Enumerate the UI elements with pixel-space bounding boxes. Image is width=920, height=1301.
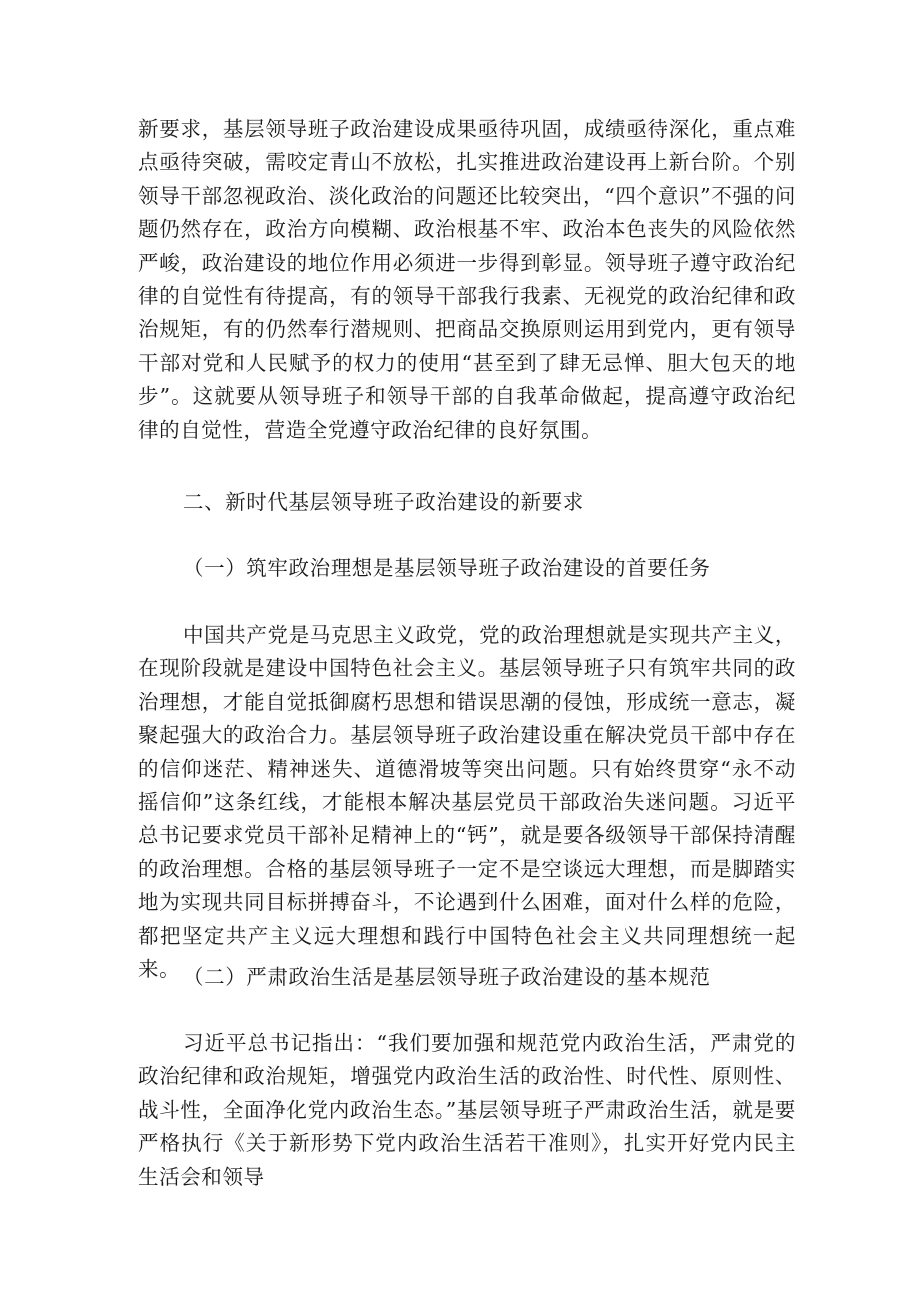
body-paragraph-2: 中国共产党是马克思主义政党，党的政治理想就是实现共产主义，在现阶段就是建设中国特色社会主义。基层领导班子只有筑牢共同的政治理想，才能自觉抵御腐朽思想和错误思潮的侵蚀，形成统一意志，凝聚起强大的政治合力。基层领导班子政治建设重在解决党员干部中存在的信仰迷茫、精神迷失、道德滑坡等突出问题。只有始终贯穿“永不动摇信仰”这条红线，才能根本解决基层党员干部政治失迷问题。习近平总书记要求党员干部补足精神上的“钙”，就是要各级领导干部保持清醒的政治理想。合格的基层领导班子一定不是空谈远大理想，而是脚踏实地为实现共同目标拼搏奋斗，不论遇到什么困难，面对什么样的危险，都把坚定共产主义远大理想和践行中国特色社会主义共同理想统一起来。 xyxy=(138,623,796,982)
subheading-1: （一）筑牢政治理想是基层领导班子政治建设的首要任务 xyxy=(183,556,711,580)
body-paragraph-3: 习近平总书记指出：“我们要加强和规范党内政治生活，严肃党的政治纪律和政治规矩，增强党内政治生活的政治性、时代性、原则性、战斗性，全面净化党内政治生态。”基层领导班子严肃政治生活，就是要严格执行《关于新形势下党内政治生活若干准则》，扎实开好党内民主生活会和领导 xyxy=(138,1031,796,1189)
body-paragraph-1: 新要求，基层领导班子政治建设成果亟待巩固，成绩亟待深化，重点难点亟待突破，需咬定青山不放松，扎实推进政治建设再上新台阶。个别领导干部忽视政治、淡化政治的问题还比较突出，“四个意识”不强的问题仍然存在，政治方向模糊、政治根基不牢、政治本色丧失的风险依然严峻，政治建设的地位作用必须进一步得到彰显。领导班子遵守政治纪律的自觉性有待提高，有的领导干部我行我素、无视党的政治纪律和政治规矩，有的仍然奉行潜规则、把商品交换原则运用到党内，更有领导干部对党和人民赋予的权力的使用“甚至到了肆无忌惮、胆大包天的地步”。这就要从领导班子和领导干部的自我革命做起，提高遵守政治纪律的自觉性，营造全党遵守政治纪律的良好氛围。 xyxy=(138,117,796,442)
section-heading: 二、新时代基层领导班子政治建设的新要求 xyxy=(183,490,584,514)
subheading-2: （二）严肃政治生活是基层领导班子政治建设的基本规范 xyxy=(183,965,711,989)
